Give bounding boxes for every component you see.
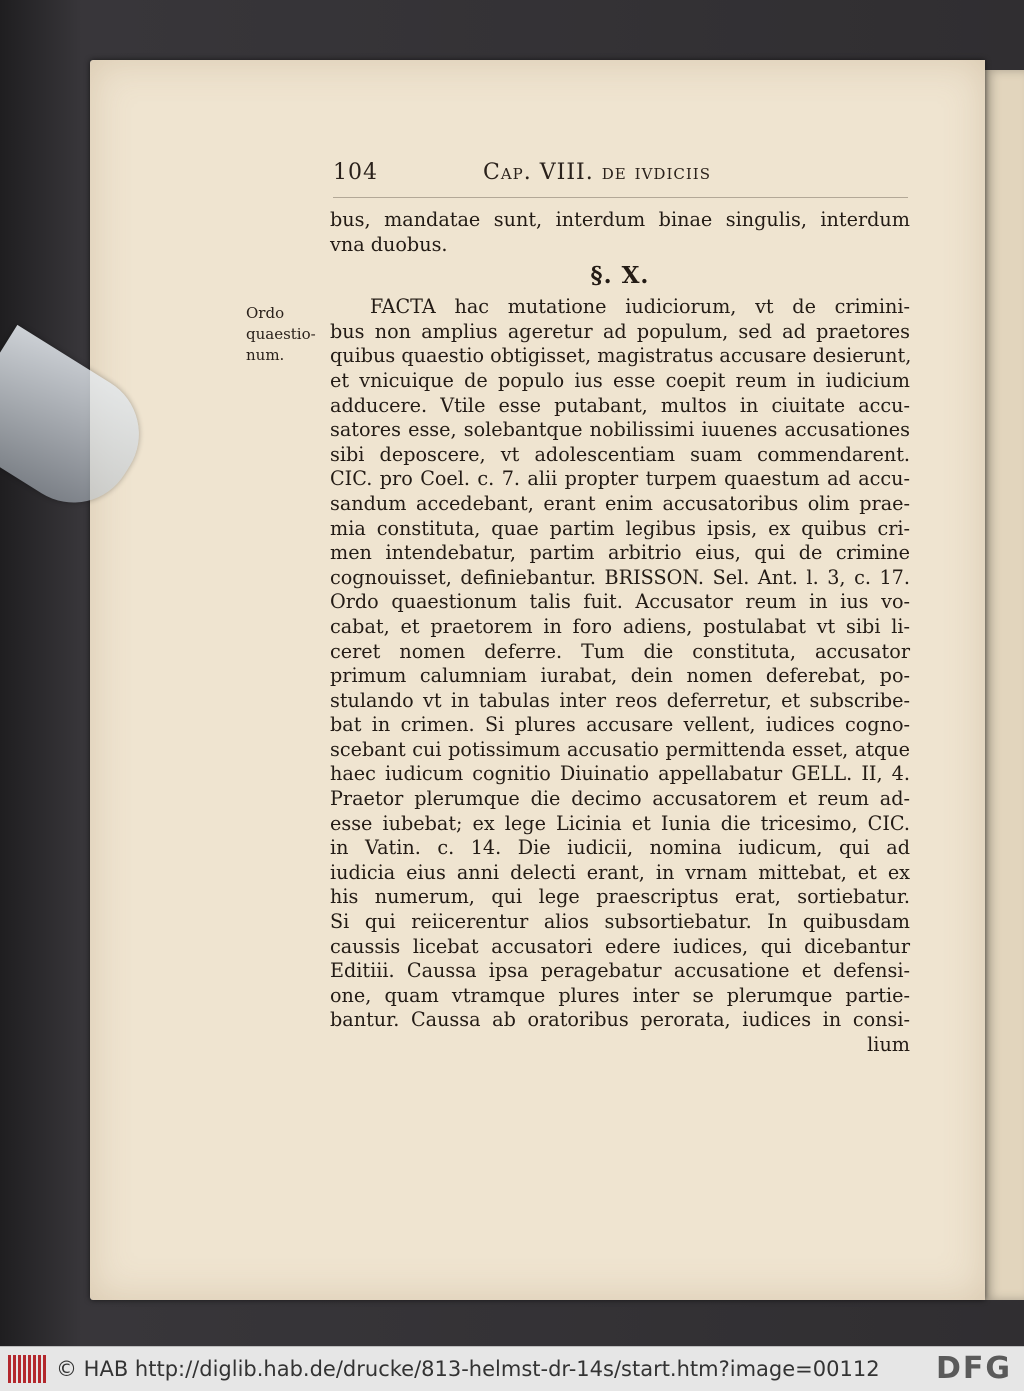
text-line: in Vatin. c. 14. Die iudicii, nomina iudicum, qui ad [330, 836, 910, 860]
text-line: cognouisset, definiebantur. BRISSON. Sel. Ant. l. 3, c. 17. [330, 565, 910, 589]
text-line: adducere. Vtile esse putabant, multos in ciuitate accu- [330, 393, 910, 417]
margin-note-line: num. [246, 346, 285, 364]
text-line: Ordo quaestionum talis fuit. Accusator reum in ius vo- [330, 590, 910, 614]
text-line: Editiii. Caussa ipsa peragebatur accusatione et defensi- [330, 959, 910, 983]
text-line: ceret nomen deferre. Tum die constituta, accusator [330, 639, 910, 663]
credit-link[interactable]: © HAB http://diglib.hab.de/drucke/813-helmst-dr-14s/start.htm?image=00112 [56, 1357, 880, 1381]
text-line: caussis licebat accusatori edere iudices, qui dicebantur [330, 934, 910, 958]
text-line: Praetor plerumque die decimo accusatorem et reum ad- [330, 787, 910, 811]
hab-barcode-icon [8, 1355, 48, 1383]
text-line: his numerum, qui lege praescriptus erat, sortiebatur. [330, 885, 910, 909]
margin-note-line: Ordo [246, 304, 285, 322]
text-line: bat in crimen. Si plures accusare vellent, iudices cogno- [330, 713, 910, 737]
text-line: sandum accedebant, erant enim accusatoribus olim prae- [330, 491, 910, 515]
text-line: sibi deposcere, vt adolescentiam suam commendarent. [330, 442, 910, 466]
text-line: cabat, et praetorem in foro adiens, postulabat vt sibi li- [330, 614, 910, 638]
text-line: CIC. pro Coel. c. 7. alii propter turpem quaestum ad accu- [330, 467, 910, 491]
viewer-footer [0, 1346, 1024, 1391]
text-line: Si qui reiicerentur alios subsortiebatur. In quibusdam [330, 910, 910, 934]
text-line: satores esse, solebantque nobilissimi iuuenes accusationes [330, 418, 910, 442]
text-line: scebant cui potissimum accusatio permittenda esset, atque [330, 737, 910, 761]
body-text [330, 208, 910, 1058]
text-line: esse iubebat; ex lege Licinia et Iunia die tricesimo, CIC. [330, 811, 910, 835]
text-line: FACTA hac mutatione iudiciorum, vt de crimini- [370, 295, 910, 319]
chapter-title: Cap. VIII. de ivdiciis [483, 160, 711, 185]
text-line: bantur. Caussa ab oratoribus perorata, iudices in consi- [330, 1008, 910, 1032]
margin-note [246, 303, 326, 366]
text-line: men intendebatur, partim arbitrio eius, qui de crimine [330, 541, 910, 565]
text-line: bus, mandatae sunt, interdum binae singulis, interdum [330, 208, 910, 231]
text-line: haec iudicum cognitio Diuinatio appellabatur GELL. II, 4. [330, 762, 910, 786]
text-line: bus non amplius ageretur ad populum, sed ad praetores [330, 319, 910, 343]
text-line: primum calumniam iurabat, dein nomen deferebat, po- [330, 664, 910, 688]
head-rule [333, 197, 908, 198]
catchword: lium [867, 1033, 910, 1056]
facing-page-edge [985, 70, 1024, 1300]
text-line: iudicia eius anni delecti erant, in vrnam mittebat, et ex [330, 860, 910, 884]
text-line: one, quam vtramque plures inter se plerumque partie- [330, 983, 910, 1007]
text-line: quibus quaestio obtigisset, magistratus accusare desierunt, [330, 344, 912, 368]
section-heading: §. X. [590, 262, 650, 290]
text-line: et vnicuique de populo ius esse coepit reum in iudicium [330, 368, 910, 392]
page-number: 104 [333, 160, 378, 185]
paragraph [330, 295, 910, 1033]
dfg-logo: DFG [935, 1351, 1012, 1386]
text-line: mia constituta, quae partim legibus ipsis, ex quibus cri- [330, 516, 910, 540]
text-line: stulando vt in tabulas inter reos deferretur, et subscribe- [330, 688, 910, 712]
running-head [333, 160, 908, 190]
text-line: vna duobus. [330, 232, 448, 256]
margin-note-line: quaestio- [246, 325, 316, 343]
